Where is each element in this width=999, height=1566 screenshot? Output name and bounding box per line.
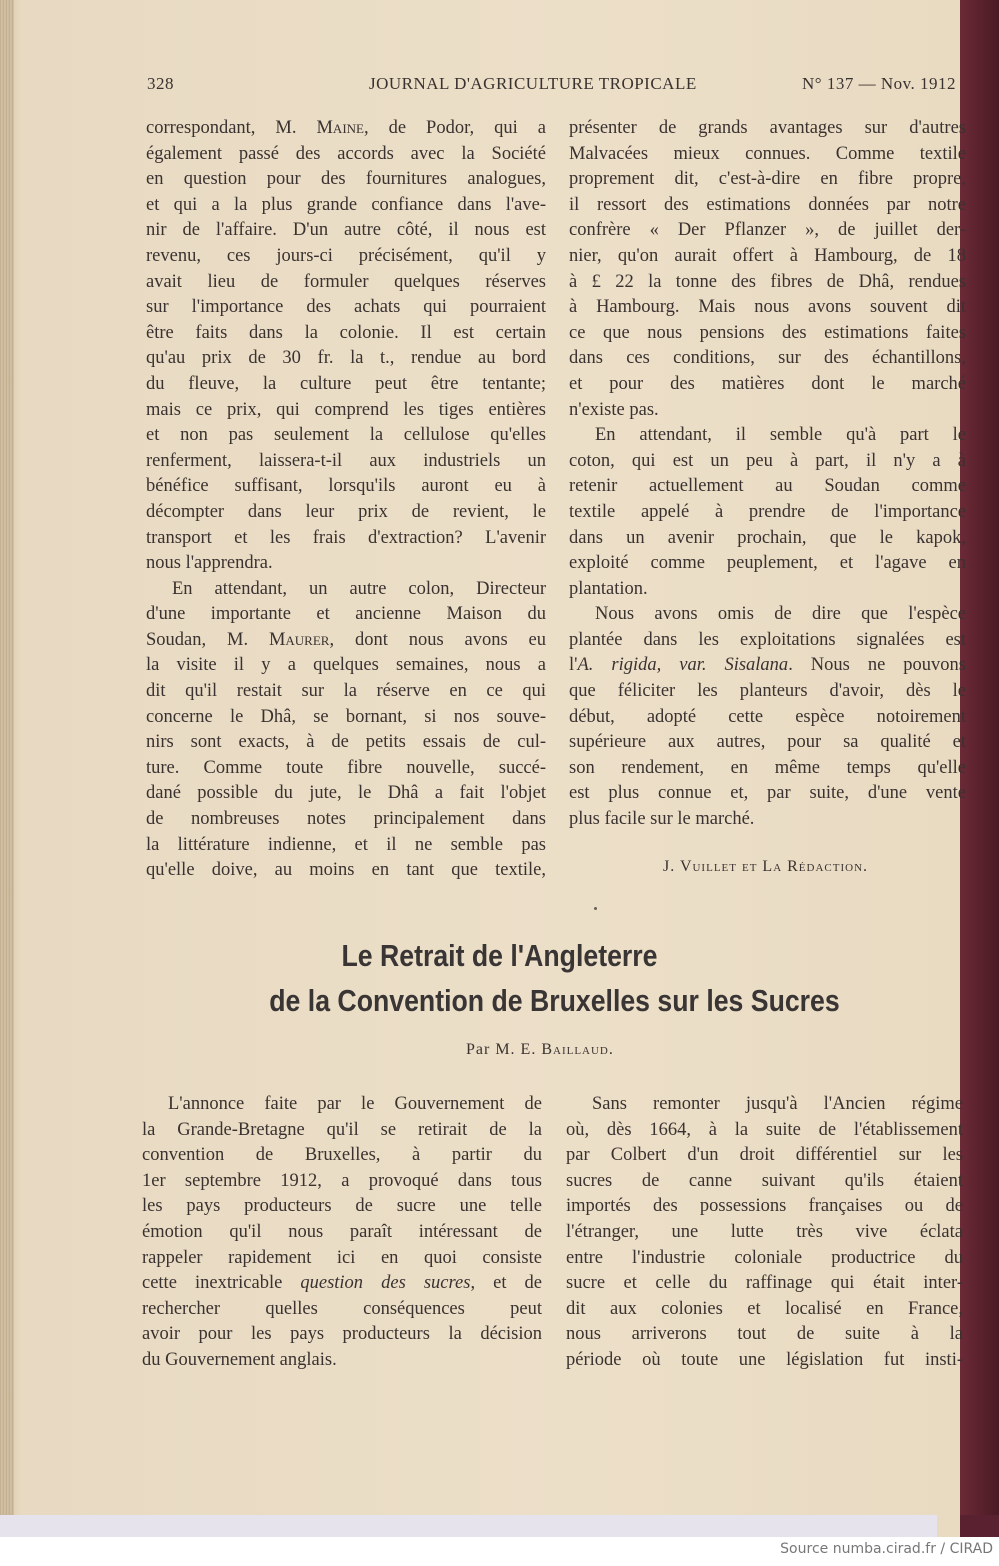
issue-info: N° 137 — Nov. 1912 <box>802 74 956 93</box>
text-run: avait lieu de formuler quelques réserves <box>146 271 546 292</box>
text-run: L'annonce faite par le Gouvernement de <box>168 1094 542 1114</box>
text-run: la Grande-Bretagne qu'il se retirait de la <box>142 1119 542 1140</box>
text-line <box>569 679 966 705</box>
text-line <box>146 628 546 654</box>
text-run: qu'elle doive, au moins en tant que textile, <box>146 860 546 881</box>
text-line <box>569 577 966 603</box>
text-line <box>146 781 546 807</box>
text-run: , et de <box>470 1273 543 1294</box>
text-line <box>142 1297 542 1323</box>
text-run: retenir actuellement au Soudan comme <box>569 476 966 497</box>
text-line <box>566 1348 963 1374</box>
text-run: convention de Bruxelles, à partir du <box>142 1145 542 1166</box>
text-line <box>569 346 966 372</box>
text-run: confrère « Der Pflanzer », de juillet der- <box>569 220 966 241</box>
text-run: de nombreuses notes principalement dans <box>146 809 546 830</box>
text-run: et qui a la plus grande confiance dans l'ave- <box>146 194 546 215</box>
text-run: sucre et celle du raffinage qui était inter- <box>566 1273 963 1294</box>
text-line <box>146 705 546 731</box>
text-line <box>569 218 966 244</box>
text-run: en question pour des fournitures analogues, <box>146 169 546 190</box>
text-run: , dont nous avons eu <box>329 629 546 650</box>
text-line <box>146 142 546 168</box>
article2-right-column <box>566 1092 963 1374</box>
text-run: les pays producteurs de sucre une telle <box>142 1196 542 1217</box>
text-line <box>146 858 546 884</box>
text-run: plantation. <box>569 578 648 599</box>
text-run: ture. Comme toute fibre nouvelle, succé- <box>146 757 546 778</box>
text-line <box>566 1271 963 1297</box>
text-run: par Colbert d'un droit différentiel sur les <box>566 1145 963 1166</box>
article2-byline <box>466 1041 614 1059</box>
text-line <box>146 449 546 475</box>
text-run: Malvacées mieux connues. Comme textile <box>569 143 966 164</box>
text-line <box>569 142 966 168</box>
text-run: dans ces conditions, sur des échantillons, <box>569 348 966 369</box>
text-run: En attendant, il semble qu'à part le <box>595 425 966 446</box>
text-run: période où toute une législation fut insti- <box>566 1349 963 1370</box>
text-run: Sans remonter jusqu'à l'Ancien régime <box>592 1094 963 1114</box>
text-line <box>569 449 966 475</box>
text-run: transport et les frais d'extraction? L'avenir <box>146 527 546 548</box>
text-line <box>146 500 546 526</box>
text-run: il ressort des estimations données par notre <box>569 194 966 215</box>
text-run: et pour des matières dont le marché <box>569 373 966 394</box>
text-line <box>146 193 546 219</box>
text-line <box>146 116 546 142</box>
text-line <box>146 474 546 500</box>
text-line <box>569 474 966 500</box>
article2-title-line2: de la Convention de Bruxelles sur les Sucres <box>269 983 840 1018</box>
text-line <box>142 1143 542 1169</box>
text-run: nier, qu'on aurait offert à Hambourg, de 18 <box>569 245 966 266</box>
text-line <box>146 730 546 756</box>
text-run: supérieure aux autres, pour sa qualité et <box>569 732 966 753</box>
text-run: et non pas seulement la cellulose qu'elles <box>146 425 546 446</box>
text-line <box>569 551 966 577</box>
text-run: renferment, laissera-t-il aux industriels un <box>146 450 546 471</box>
text-run: la visite il y a quelques semaines, nous a <box>146 655 546 676</box>
text-line <box>566 1322 963 1348</box>
small-caps-name: Maine <box>316 118 364 138</box>
text-line <box>569 244 966 270</box>
text-run: du fleuve, la culture peut être tentante; <box>146 373 546 394</box>
text-run: début, adopté cette espèce notoirement <box>569 706 966 727</box>
italic-text: A. rigida, var. Sisalana <box>577 655 789 676</box>
text-run: exploité comme peuplement, et l'agave en <box>569 553 966 574</box>
text-line <box>569 321 966 347</box>
text-line <box>569 628 966 654</box>
text-line <box>146 756 546 782</box>
text-line <box>569 781 966 807</box>
text-line <box>569 756 966 782</box>
text-line <box>566 1143 963 1169</box>
text-run: dans un avenir prochain, que le kapok, <box>569 527 966 548</box>
text-line <box>146 679 546 705</box>
text-line <box>146 346 546 372</box>
article1-signature: J. Vuillet et La Rédaction. <box>663 858 869 875</box>
scan-bottom-margin <box>0 1515 937 1537</box>
text-line <box>146 577 546 603</box>
text-line <box>569 526 966 552</box>
text-run: textile appelé à prendre de l'importance <box>569 501 966 522</box>
text-run: Soudan, M. <box>146 629 269 650</box>
text-run: cette inextricable <box>142 1273 301 1294</box>
text-run: sucres de canne suivant qu'ils étaient <box>566 1170 963 1191</box>
text-line <box>566 1092 963 1118</box>
text-run: proprement dit, c'est-à-dire en fibre propre, <box>569 169 966 190</box>
text-line <box>569 500 966 526</box>
text-line <box>569 423 966 449</box>
page-stack-edge <box>0 0 14 1515</box>
text-run: coton, qui est un peu à part, il n'y a à <box>569 450 966 471</box>
text-run: plus facile sur le marché. <box>569 809 755 830</box>
text-run: émotion qu'il nous paraît intéressant de <box>142 1221 542 1242</box>
text-line <box>569 705 966 731</box>
text-run: correspondant, M. <box>146 118 317 138</box>
text-line <box>569 653 966 679</box>
text-line <box>142 1092 542 1118</box>
byline-prefix: Par M. E. <box>466 1041 542 1058</box>
text-run: également passé des accords avec la Société <box>146 143 546 164</box>
text-run: rappeler rapidement ici en quoi consiste <box>142 1247 542 1268</box>
text-run: concerne le Dhâ, se bornant, si nos souve- <box>146 706 546 727</box>
text-line <box>146 321 546 347</box>
text-run: dit aux colonies et localisé en France, <box>566 1298 963 1319</box>
text-run: du Gouvernement anglais. <box>142 1349 337 1370</box>
text-run: dit qu'il restait sur la réserve en ce qui <box>146 681 546 702</box>
text-run: à Hambourg. Mais nous avons souvent dit <box>569 297 966 318</box>
text-line <box>146 551 546 577</box>
text-run: l'étranger, une lutte très vive éclata <box>566 1221 963 1242</box>
text-line <box>142 1194 542 1220</box>
text-run: entre l'industrie coloniale productrice du <box>566 1247 963 1268</box>
text-line <box>569 116 966 142</box>
text-run: importés des possessions françaises ou de <box>566 1196 963 1217</box>
article2-left-column <box>142 1092 542 1374</box>
text-run: mais ce prix, qui comprend les tiges entières <box>146 399 546 420</box>
text-run: d'une importante et ancienne Maison du <box>146 604 546 625</box>
text-line <box>146 218 546 244</box>
text-line <box>146 833 546 859</box>
text-line <box>142 1246 542 1272</box>
text-line <box>146 526 546 552</box>
text-line <box>146 295 546 321</box>
text-run: qu'au prix de 30 fr. la t., rendue au bord <box>146 348 546 369</box>
text-run: la littérature indienne, et il ne semble pas <box>146 834 546 855</box>
text-line <box>142 1322 542 1348</box>
journal-title: JOURNAL D'AGRICULTURE TROPICALE <box>369 74 697 93</box>
text-run: nous arriverons tout de suite à la <box>566 1324 963 1345</box>
text-line <box>569 372 966 398</box>
text-line <box>569 270 966 296</box>
article1-right-column <box>569 116 966 833</box>
text-run: n'existe pas. <box>569 399 659 420</box>
article2-title-line1: Le Retrait de l'Angleterre <box>341 938 658 973</box>
text-line <box>146 602 546 628</box>
source-credit: Source numba.cirad.fr / CIRAD <box>780 1541 993 1557</box>
text-line <box>142 1169 542 1195</box>
text-line <box>142 1220 542 1246</box>
text-run: . Nous ne pouvons <box>788 655 966 676</box>
page-number: 328 <box>147 74 174 93</box>
text-line <box>566 1194 963 1220</box>
text-line <box>146 167 546 193</box>
text-line <box>146 270 546 296</box>
article1-left-column <box>146 116 546 884</box>
text-run: plantée dans les exploitations signalées est <box>569 629 966 650</box>
text-line <box>146 244 546 270</box>
text-line <box>146 398 546 424</box>
text-line <box>569 807 966 833</box>
text-run: nirs sont exacts, à de petits essais de cul- <box>146 732 546 753</box>
text-run: son rendement, en même temps qu'elle <box>569 757 966 778</box>
text-line <box>569 295 966 321</box>
text-line <box>566 1118 963 1144</box>
text-line <box>569 398 966 424</box>
text-run: où, dès 1664, à la suite de l'établissement <box>566 1119 963 1140</box>
text-line <box>146 423 546 449</box>
ink-speck <box>594 907 597 910</box>
italic-text: question des sucres <box>300 1273 471 1294</box>
text-run: présenter de grands avantages sur d'autres <box>569 118 966 138</box>
text-run: , de Podor, qui a <box>363 118 546 138</box>
text-line <box>569 193 966 219</box>
text-run: Nous avons omis de dire que l'espèce <box>595 604 966 625</box>
text-line <box>569 730 966 756</box>
text-run: à £ 22 la tonne des fibres de Dhâ, rendues <box>569 271 966 292</box>
small-caps-name: Maurer <box>268 629 330 650</box>
text-line <box>566 1220 963 1246</box>
byline-author: Baillaud. <box>541 1041 614 1058</box>
text-run: nir de l'affaire. D'un autre côté, il nous est <box>146 220 546 241</box>
text-line <box>566 1169 963 1195</box>
text-run: nous l'apprendra. <box>146 553 273 574</box>
text-run: l' <box>569 655 578 676</box>
text-run: avoir pour les pays producteurs la décision <box>142 1324 542 1345</box>
book-cover-corner <box>960 1515 999 1537</box>
text-line <box>142 1271 542 1297</box>
text-line <box>142 1348 542 1374</box>
text-run: revenu, ces jours-ci précisément, qu'il y <box>146 245 546 266</box>
text-line <box>146 807 546 833</box>
text-run: ce que nous pensions des estimations faites <box>569 322 966 343</box>
text-line <box>146 372 546 398</box>
text-run: rechercher quelles conséquences peut <box>142 1298 542 1319</box>
text-line <box>566 1246 963 1272</box>
text-run: que féliciter les planteurs d'avoir, dès le <box>569 681 966 702</box>
text-line <box>566 1297 963 1323</box>
text-line <box>569 167 966 193</box>
text-run: être faits dans la colonie. Il est certain <box>146 322 546 343</box>
text-line <box>569 602 966 628</box>
text-line <box>146 653 546 679</box>
text-run: En attendant, un autre colon, Directeur <box>172 578 546 599</box>
text-run: dané possible du jute, le Dhâ a fait l'objet <box>146 783 546 804</box>
text-run: bénéfice suffisant, lorsqu'ils auront eu à <box>146 476 546 497</box>
text-run: est plus connue et, par suite, d'une vente <box>569 783 966 804</box>
text-line <box>142 1118 542 1144</box>
text-run: décompter dans leur prix de revient, le <box>146 501 546 522</box>
text-run: 1er septembre 1912, a provoqué dans tous <box>142 1170 542 1191</box>
text-run: sur l'importance des achats qui pourraient <box>146 297 546 318</box>
